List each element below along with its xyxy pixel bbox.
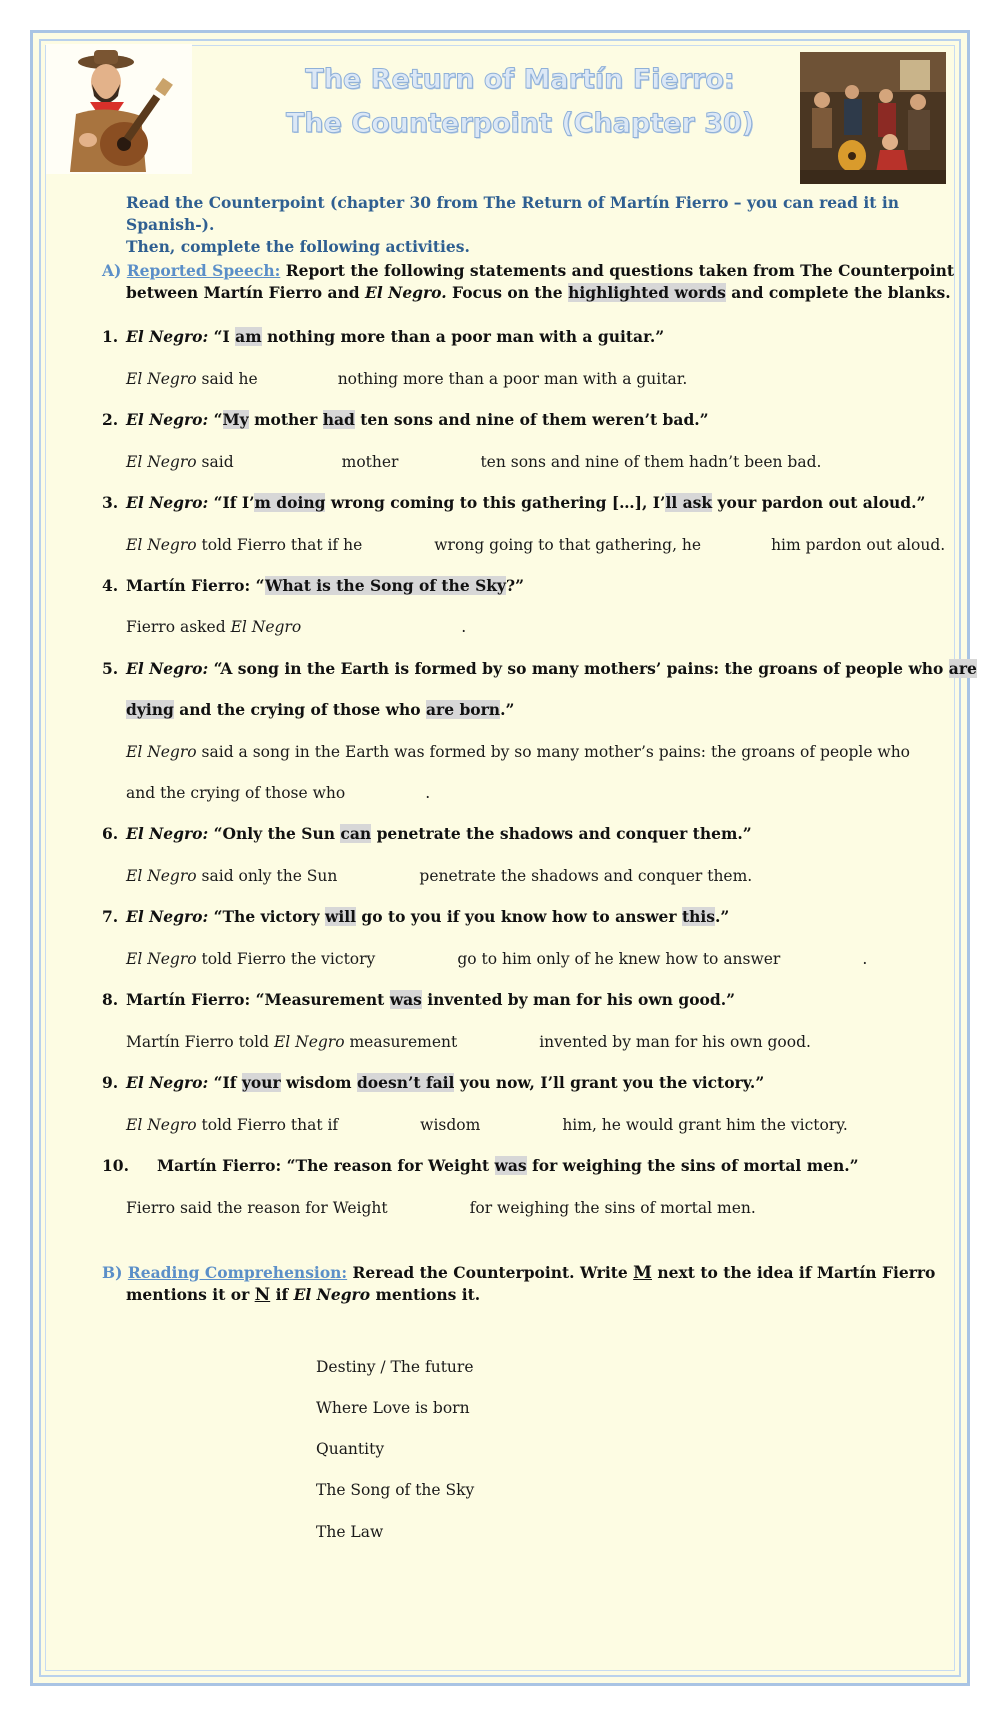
speaker: Martín Fierro:	[126, 990, 251, 1009]
speaker: El Negro:	[126, 907, 209, 926]
q-text: wisdom	[280, 1073, 357, 1092]
q-highlight: My	[222, 410, 249, 429]
idea-item: Quantity	[316, 1440, 385, 1458]
q-text: “Measurement	[250, 990, 390, 1009]
speaker: El Negro:	[126, 327, 209, 346]
a-text: .	[862, 950, 868, 968]
question-3	[102, 492, 962, 514]
question-number: 7.	[102, 907, 119, 926]
question-number: 5.	[102, 659, 119, 678]
question-9	[102, 1072, 962, 1094]
q-text: mother	[248, 410, 323, 429]
section-a-text-1: Report the following statements and questions taken from The Counterpoint	[280, 261, 955, 280]
section-b-line-2	[102, 1284, 962, 1306]
q-text: .”	[715, 907, 730, 926]
section-b-title: Reading Comprehension:	[127, 1263, 348, 1282]
question-number: 9.	[102, 1073, 119, 1092]
q-highlight: dying	[126, 700, 174, 719]
q-text: “The victory	[208, 907, 325, 926]
question-6	[102, 823, 962, 845]
a-text: him, he would grant him the victory.	[562, 1116, 848, 1134]
a-text: wrong going to that gathering, he	[434, 536, 702, 554]
q-highlight: are	[948, 659, 977, 678]
a-text: .	[425, 784, 431, 802]
q-highlight: your	[241, 1073, 281, 1092]
speaker: El Negro:	[126, 1073, 209, 1092]
question-number: 3.	[102, 493, 119, 512]
a-italic: El Negro	[126, 743, 197, 761]
q-highlight: was	[389, 990, 422, 1009]
q-highlight: m doing	[254, 493, 326, 512]
answer-7	[126, 948, 966, 970]
section-a-text-2a: between Martín Fierro and	[126, 283, 366, 302]
section-b-text-5: mentions it.	[370, 1285, 481, 1304]
letter-n: N	[254, 1285, 271, 1305]
q-highlight: am	[235, 327, 262, 346]
q-text: invented by man for his own good.”	[421, 990, 736, 1009]
question-7	[102, 906, 962, 928]
q-highlight: was	[494, 1156, 527, 1175]
idea-item: Where Love is born	[316, 1399, 470, 1417]
q-text: “The reason for Weight	[281, 1156, 495, 1175]
q-highlight: are born	[425, 700, 501, 719]
question-5	[102, 658, 977, 680]
q-highlight: had	[322, 410, 355, 429]
answer-9	[126, 1114, 966, 1136]
section-a-text-2b: El Negro.	[365, 283, 447, 302]
a-italic: El Negro	[126, 536, 197, 554]
a-text: nothing more than a poor man with a guitar.	[337, 370, 688, 388]
a-text: told Fierro that if	[196, 1116, 339, 1134]
q-text: penetrate the shadows and conquer them.”	[371, 824, 752, 843]
a-text: said he	[196, 370, 258, 388]
a-text: Fierro asked	[126, 618, 231, 636]
answer-2	[126, 451, 966, 473]
a-italic: El Negro	[126, 370, 197, 388]
a-text: him pardon out aloud.	[771, 536, 946, 554]
q-text: “A song in the Earth is formed by so many mothers’ pains: the groans of people who	[208, 659, 949, 678]
a-text: said	[196, 453, 234, 471]
q-text: nothing more than a poor man with a guitar.”	[261, 327, 665, 346]
q-text: for weighing the sins of mortal men.”	[526, 1156, 859, 1175]
q-text: your pardon out aloud.”	[712, 493, 926, 512]
question-2	[102, 409, 962, 431]
idea-item: The Song of the Sky	[316, 1481, 475, 1499]
section-a-line-2	[102, 282, 962, 304]
section-a-text-2c: Focus on the	[446, 283, 569, 302]
q-text: go to you if you know how to answer	[356, 907, 682, 926]
q-text: “If I’	[208, 493, 255, 512]
q-text: “If	[208, 1073, 242, 1092]
intro-line-1: Read the Counterpoint (chapter 30 from The Return of Martín Fierro – you can read it in Spanish-).	[126, 193, 900, 234]
q-highlight: this	[681, 907, 716, 926]
section-b-text-4: if	[270, 1285, 294, 1304]
answer-3	[126, 534, 966, 556]
gaucho-guitar-image	[46, 44, 192, 174]
speaker: El Negro:	[126, 659, 209, 678]
question-number: 8.	[102, 990, 119, 1009]
section-a-highlighted-words: highlighted words	[568, 283, 726, 302]
question-number: 6.	[102, 824, 119, 843]
answer-10	[126, 1197, 966, 1219]
section-a-letter: A)	[102, 261, 122, 280]
a-text: ten sons and nine of them hadn’t been bad.	[480, 453, 822, 471]
section-b-text-1: Reread the Counterpoint. Write	[347, 1263, 634, 1282]
question-4	[102, 575, 962, 597]
answer-1	[126, 368, 966, 390]
section-b-text-3: mentions it or	[126, 1285, 255, 1304]
q-highlight: doesn’t fail	[356, 1073, 455, 1092]
question-number: 1.	[102, 327, 119, 346]
q-highlight: can	[340, 824, 372, 843]
question-number: 2.	[102, 410, 119, 429]
speaker: El Negro:	[126, 493, 209, 512]
a-italic: El Negro	[126, 453, 197, 471]
a-text: Fierro said the reason for Weight	[126, 1199, 388, 1217]
answer-5-line-2	[126, 782, 966, 804]
q-text: “Only the Sun	[208, 824, 341, 843]
a-text: Martín Fierro told	[126, 1033, 274, 1051]
a-italic: El Negro	[230, 618, 302, 636]
a-text: mother	[341, 453, 399, 471]
a-text: for weighing the sins of mortal men.	[469, 1199, 756, 1217]
q-text: “I	[208, 327, 236, 346]
a-text: invented by man for his own good.	[539, 1033, 811, 1051]
a-italic: El Negro	[273, 1033, 345, 1051]
a-text: told Fierro that if he	[196, 536, 363, 554]
intro-line-2: Then, complete the following activities.	[126, 237, 470, 256]
q-text: ten sons and nine of them weren’t bad.”	[354, 410, 709, 429]
a-text: penetrate the shadows and conquer them.	[419, 867, 753, 885]
a-text: and the crying of those who	[126, 784, 346, 802]
a-text: told Fierro the victory	[196, 950, 376, 968]
a-text: measurement	[344, 1033, 458, 1051]
section-b-text-2: next to the idea if Martín Fierro	[652, 1263, 936, 1282]
a-text: said a song in the Earth was formed by so many mother’s pains: the groans of people who	[196, 743, 911, 761]
intro-instructions	[126, 192, 956, 258]
a-text: said only the Sun	[196, 867, 338, 885]
q-highlight: will	[324, 907, 356, 926]
q-highlight: ll ask	[665, 493, 713, 512]
section-a-title: Reported Speech:	[126, 261, 281, 280]
section-a-text-2d: and complete the blanks.	[725, 283, 951, 302]
question-1	[102, 326, 962, 348]
a-italic: El Negro	[126, 1116, 197, 1134]
answer-5	[126, 741, 966, 763]
a-italic: El Negro	[126, 950, 197, 968]
section-a-heading	[102, 260, 962, 304]
q-text: wrong coming to this gathering […], I’	[325, 493, 666, 512]
a-text: .	[461, 618, 467, 636]
q-text: “	[208, 410, 223, 429]
speaker: Martín Fierro:	[157, 1156, 282, 1175]
question-10	[102, 1155, 962, 1177]
section-b-letter: B)	[102, 1263, 123, 1282]
speaker: El Negro:	[126, 410, 209, 429]
q-text: you now, I’ll grant you the victory.”	[454, 1073, 765, 1092]
section-b-text-4-italic: El Negro	[293, 1285, 371, 1304]
answer-8	[126, 1031, 966, 1053]
letter-m: M	[633, 1263, 652, 1283]
page-title	[230, 58, 810, 146]
answer-4	[126, 616, 966, 638]
speaker: El Negro:	[126, 824, 209, 843]
a-italic: El Negro	[126, 867, 197, 885]
a-text: go to him only of he knew how to answer	[457, 950, 781, 968]
question-number: 4.	[102, 576, 119, 595]
section-b-heading	[102, 1262, 962, 1306]
idea-item: Destiny / The future	[316, 1358, 474, 1376]
q-highlight: What is the Song of the Sky	[264, 576, 507, 595]
title-line-1: The Return of Martín Fierro:	[305, 64, 735, 95]
answer-6	[126, 865, 966, 887]
title-line-2: The Counterpoint (Chapter 30)	[285, 108, 755, 139]
question-number: 10.	[102, 1156, 129, 1175]
gauchos-painting-image	[800, 52, 946, 184]
idea-item: The Law	[316, 1523, 384, 1541]
speaker: Martín Fierro:	[126, 576, 251, 595]
question-5-line-2	[126, 699, 986, 721]
q-text: ?”	[506, 576, 525, 595]
a-text: wisdom	[420, 1116, 481, 1134]
q-text: and the crying of those who	[173, 700, 426, 719]
q-text: “	[250, 576, 265, 595]
q-text: .”	[500, 700, 515, 719]
question-8	[102, 989, 962, 1011]
